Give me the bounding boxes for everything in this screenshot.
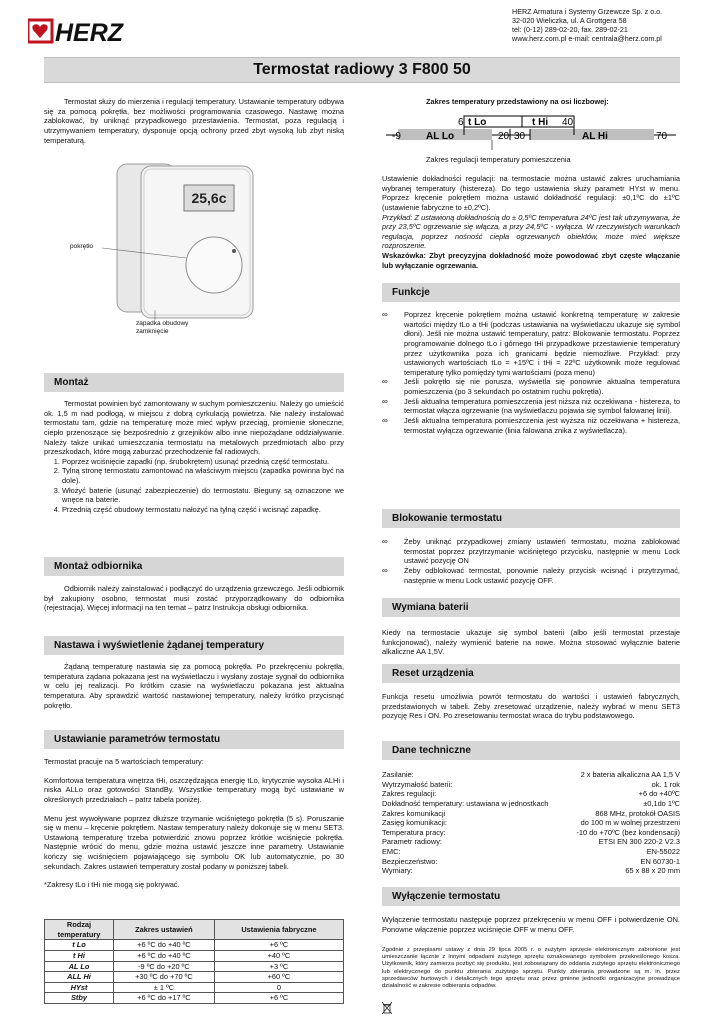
spec-row: EMC: EN-55022 (382, 847, 680, 856)
disclaimer: Zgodnie z przepisami ustawy z dnia 29 lipca 2005 r. o zużytym sprzęcie elektronicznym zabronione jest umieszczanie łącznie z innymi odpadami zużytego sprzętu oznakowanego symbolem przekreślonego kosza. Użytkownik, który zamierza pozbyć się produktu, jest zobowiązany do oddania zużytego sprzętu elektronicznego lub elektrycznego do punktu zbierania zużytego sprzętu. Punkty zbierania prowadzone są m. in. przez sprzedawców hurtowych i detalicznych tego sprzętu oraz przez gminne jednostki organizacyjne prowadzące działalność w zakresie odbierania odpadów. (382, 947, 680, 990)
cover-label: zapadka obudowy zamknięcie (136, 320, 189, 335)
title-bar (44, 57, 680, 83)
svg-text:25,6c: 25,6c (191, 190, 227, 206)
section-dane: Dane techniczne (382, 741, 680, 760)
table-row: Stby +6 ºC do +17 ºC +6 ºC (45, 993, 344, 1004)
company-web-email: www.herz.com.pl e-mail: centrala@herz.com.pl (512, 34, 662, 43)
table-row: AL Lo -9 ºC do +20 ºC +3 ºC (45, 961, 344, 972)
device-illustration (44, 150, 344, 340)
spec-row: Zakres regulacji: +6 do +40ºC (382, 789, 680, 799)
montaz-step: 3. Włożyć baterie (usunąć zabezpieczenie) do termostatu. Bieguny są oznaczone we wnęce na baterie. (62, 486, 344, 505)
table-row: ALL Hi +30 ºC do +70 ºC +60 ºC (45, 972, 344, 983)
spec-row: Parametr radiowy: ETSI EN 300 220-2 V2.3 (382, 837, 680, 847)
company-info (512, 7, 712, 43)
svg-text:HERZ: HERZ (55, 19, 124, 46)
dokladnosc-body: Ustawienie dokładności regulacji: na termostacie można ustawić zakres uruchamiania wybranej temperatury (histereza). Do tego ustawienia służy parametr HYst w menu. Poprzez kręcenie pokrętłem można ustawić dokładność regulacji: ±0,1ºC do ±1ºC (ustawienie fabryczne to ±0,2ºC). Przykład: Z ustawioną dokładnością do ± 0,5ºC temperatura 24ºC jest tak utrzymywana, że przy 23,5ºC ogrzewanie się włącza, a przy 24,5ºC - wyłącza. W rzeczywistych warunkach regulacja, poprzez nośność ciepła ogrzewanych obiektów, może mieć większe rozproszenie. Wskazówka: Zbyt precyzyjna dokładność może powodować zbyt częste włączanie lub wyłączanie ogrzewania. (382, 174, 680, 270)
spec-row: Zasilanie: 2 x bateria alkaliczna AA 1,5 V (382, 770, 680, 779)
svg-text:AL Lo: AL Lo (426, 131, 455, 142)
spec-row: Zakres komunikacji 868 MHz, protokół OASIS (382, 808, 680, 818)
list-item: ∞ Żeby odblokować termostat, ponownie należy przycisk wcisnąć i przytrzymać, następnie w menu Lock ustawić pozycję OFF. (404, 566, 680, 585)
trash-bin-icon (382, 1002, 392, 1018)
svg-text:20: 20 (498, 131, 510, 142)
parametry-body: Termostat pracuje na 5 wartościach temperatury: Komfortowa temperatura wnętrza tHi, oszczędzająca energię tLo, krytycznie wysoka ALHi i niska ALLo oraz gotowości StandBy. Wszystkie temperatury mogą być ustawiane w określonych przedziałach – patrz tabela poniżej. Menu jest wywoływane poprzez dłuższe trzymanie wciśniętego pokrętła (5 s). Poruszanie się w menu – kręcenie pokrętłem. Nastaw temperatury należy dokonuje się w menu SET3. Ustawioną temperaturę trzeba potwierdzić znowu poprzez krótkie wciśnięcie pokrętła. Następnie wrócić do menu, gdzie można ustawić jeszcze inne parametry. Ustawianie kończy się wciśnięciem pojawiającego się symbolu OK lub automatycznie, po 30 sekundach. Zakres ustawień temperatury został podany w poniższej tabeli. *Zakresy tLo i tHi nie mogą się pokrywać. (44, 757, 344, 890)
section-blokowanie: Blokowanie termostatu (382, 509, 680, 528)
section-funkcje: Funkcje (382, 283, 680, 302)
odbiornik-body: Odbiornik należy zainstalować i podłączyć do urządzenia grzewczego. Jeśli odbiornik był zakupiony osobno, termostat musi zostać przyporządkowany do odbiornika (rejestracja). Więcej informacji na ten temat – patrz Instrukcja obsługi odbiornika. (44, 584, 344, 613)
spec-row: Wytrzymałość baterii: ok. 1 rok (382, 779, 680, 789)
knob-label: pokrętło (70, 243, 94, 250)
section-parametry: Ustawianie parametrów termostatu (44, 730, 344, 749)
dane-body (382, 770, 680, 876)
scale-caption-bottom: Zakres regulacji temperatury pomieszczenia (426, 155, 571, 164)
wylaczenie-body: Wyłączenie termostatu następuje poprzez przekręceniu w menu OFF i potwierdzenie ON. Ponowne włączenie poprzez wciśnięcie OFF w menu OFF. (382, 915, 680, 934)
list-item: ∞ Jeśli aktualna temperatura pomieszczenia jest niższa niż oczekiwana - histereza, to termostat włącza ogrzewanie (na wyświetlaczu pojawia się symbol falowanej linii). (404, 397, 680, 416)
svg-text:40: 40 (562, 117, 574, 128)
montaz-step: 2. Tylną stronę termostatu zamontować na właściwym miejscu (zapadka powinna być na dole). (62, 466, 344, 485)
company-phone: tel: (0-12) 289-02-20, fax. 289-02-21 (512, 25, 628, 34)
temperature-table (44, 919, 344, 1004)
section-wylaczenie: Wyłączenie termostatu (382, 887, 680, 906)
svg-text:6: 6 (458, 117, 464, 128)
reset-body: Funkcja resetu umożliwia powrót termostatu do wartości i ustawień fabrycznych, przedstawionych w tabeli. Żeby zresetować urządzenie, należy wybrać w menu SET3 pozycję Res i ON. Po zresetowaniu termostat wraca do trybu podstawowego. (382, 692, 680, 721)
section-bateria: Wymiana baterii (382, 598, 680, 617)
company-address: 32-020 Wieliczka, ul. A Grottgera 58 (512, 16, 627, 25)
section-montaz: Montaż (44, 373, 344, 392)
blokowanie-body (382, 537, 680, 585)
list-item: ∞ Jeśli aktualna temperatura pomieszczenia jest wyższa niż oczekiwana + histereza, termostat wyłącza ogrzewanie (linia falowana znika z wyświetlacza). (404, 416, 680, 435)
spec-row: Temperatura pracy: -10 do +70ºC (bez kondensacji) (382, 827, 680, 837)
montaz-body: Termostat powinien być zamontowany w suchym pomieszczeniu. Należy go umieścić ok. 1,5 m nad podłogą, w miejscu z dobrą cyrkulacją powietrza. Nie należy instalować termostatu tam, gdzie na temperaturę może mieć wpływ przeciąg, promienie słoneczne, ciepło przenoszące się bezpośrednio z grzejników albo inne niepożądane oddziaływanie. Należy także unikać umieszczania termostatu na metalowych przedmiotach albo przy przeszkodach, które mogą zaburzać przechodzenie fal radiowych. 1. Poprzez wciśnięcie zapadki (np. śrubokrętem) usunąć przednią część termostatu. 2. Tylną stronę termostatu zamontować na właściwym miejscu (zapadka powinna być na dole). 3. Włożyć baterie (usunąć zabezpieczenie) do termostatu. Bieguny są oznaczone we wnęce na baterie. 4. Przednią część obudowy termostatu nałożyć na tylną część i wcisnąć zapadkę. (44, 399, 344, 515)
spec-row: Dokładność temperatury: ustawiana w jednostkach ±0,1do 1ºC (382, 798, 680, 808)
list-item: ∞ Żeby uniknąć przypadkowej zmiany ustawień termostatu, można zablokować termostat poprzez przytrzymanie wciśniętego przycisku, następnie w menu Lock ustawić pozycję ON (404, 537, 680, 566)
spec-row: Zasięg komunikacji: do 100 m w wolnej przestrzeni (382, 818, 680, 828)
svg-text:30: 30 (514, 131, 526, 142)
section-nastawa: Nastawa i wyświetlenie żądanej temperatury (44, 636, 344, 655)
spec-row: Bezpieczeństwo: EN 60730-1 (382, 856, 680, 866)
section-odbiornik: Montaż odbiornika (44, 557, 344, 576)
montaz-step: 1. Poprzez wciśnięcie zapadki (np. śrubokrętem) usunąć przednią część termostatu. (62, 457, 344, 467)
herz-logo (28, 16, 148, 46)
list-item: ∞ Poprzez kręcenie pokrętłem można ustawić konkretną temperaturę w zakresie wartości między tLo a tHi (podczas ustawiania na wyświetlaczu ukazuje się symbol dłoni). Jeśli nie można ustawić temperatury, patrz: Blokowanie termostatu. Poprzez programowanie dolnego tLo i górnego tHi przypadkowe przestawienie temperatury przez użytkownika poza ich granicami będzie niemożliwe. Przykład: przy ustawionych wartościach tLo = +15ºC i tHi = 22ºC użytkownik może regulować temperaturę tylko pomiędzy tymi wartościami (poza menu) (404, 310, 680, 377)
svg-text:70: 70 (656, 131, 668, 142)
montaz-step: 4. Przednią część obudowy termostatu nałożyć na tylną część i wcisnąć zapadkę. (62, 505, 344, 515)
funkcje-body (382, 310, 680, 435)
temperature-scale (382, 112, 680, 152)
list-item: ∞ Jeśli pokrętło się nie porusza, wyświetla się ponownie aktualna temperatura pomieszczenia (po 3 sekundach po ostatnim ruchu pokrętła). (404, 377, 680, 396)
table-header: Rodzaj temperatury (45, 920, 114, 940)
nastawa-body: Żądaną temperaturę nastawia się za pomocą pokrętła. Po przekręceniu pokrętła, temperatura żądana pokazana jest na wyświetlaczu i wysłany zostaje sygnał do odbiornika w celu jej realizacji. Po krótkim czasie na wyświetlaczu pokazana jest aktualna temperatura. Aby sprawdzić wartość nastawionej temperatury, należy krótko przycisnąć pokrętło. (44, 662, 344, 710)
page-title: Termostat radiowy 3 F800 50 (253, 61, 471, 78)
intro-text: Termostat służy do mierzenia i regulacji temperatury. Ustawianie temperatury odbywa się za pomocą pokrętła, bez możliwości programowania czasowego. Nastawę można zablokować, by uniknąć przypadkowego przestawienia. Termostat, poza regulacją i utrzymywaniem temperatury, dysponuje opcją ochrony przed zbyt wysoką lub zbyt niską temperaturą. (44, 97, 344, 145)
section-reset: Reset urządzenia (382, 664, 680, 683)
table-row: HYst ± 1 ºC 0 (45, 982, 344, 993)
company-name: HERZ Armatura i Systemy Grzewcze Sp. z o.o. (512, 7, 663, 16)
svg-text:t Hi: t Hi (532, 117, 549, 128)
spec-row: Wymiary: 65 x 88 x 20 mm (382, 866, 680, 876)
svg-text:AL Hi: AL Hi (582, 131, 608, 142)
table-header: Ustawienia fabryczne (214, 920, 343, 940)
table-header: Zakres ustawień (114, 920, 215, 940)
table-row: t Lo +6 ºC do +40 ºC +6 ºC (45, 940, 344, 951)
svg-text:-9: -9 (392, 131, 401, 142)
table-row: t Hi +6 ºC do +40 ºC +40 ºC (45, 950, 344, 961)
scale-caption-top: Zakres temperatury przedstawiony na osi liczbowej: (426, 97, 609, 106)
bateria-body: Kiedy na termostacie ukazuje się symbol baterii (albo jeśli termostat przestaje funkcjonować), należy wymienić baterie na nowe. Można stosować wyłącznie baterie alkaliczne AA 1,5V. (382, 628, 680, 657)
svg-text:t Lo: t Lo (468, 117, 487, 128)
